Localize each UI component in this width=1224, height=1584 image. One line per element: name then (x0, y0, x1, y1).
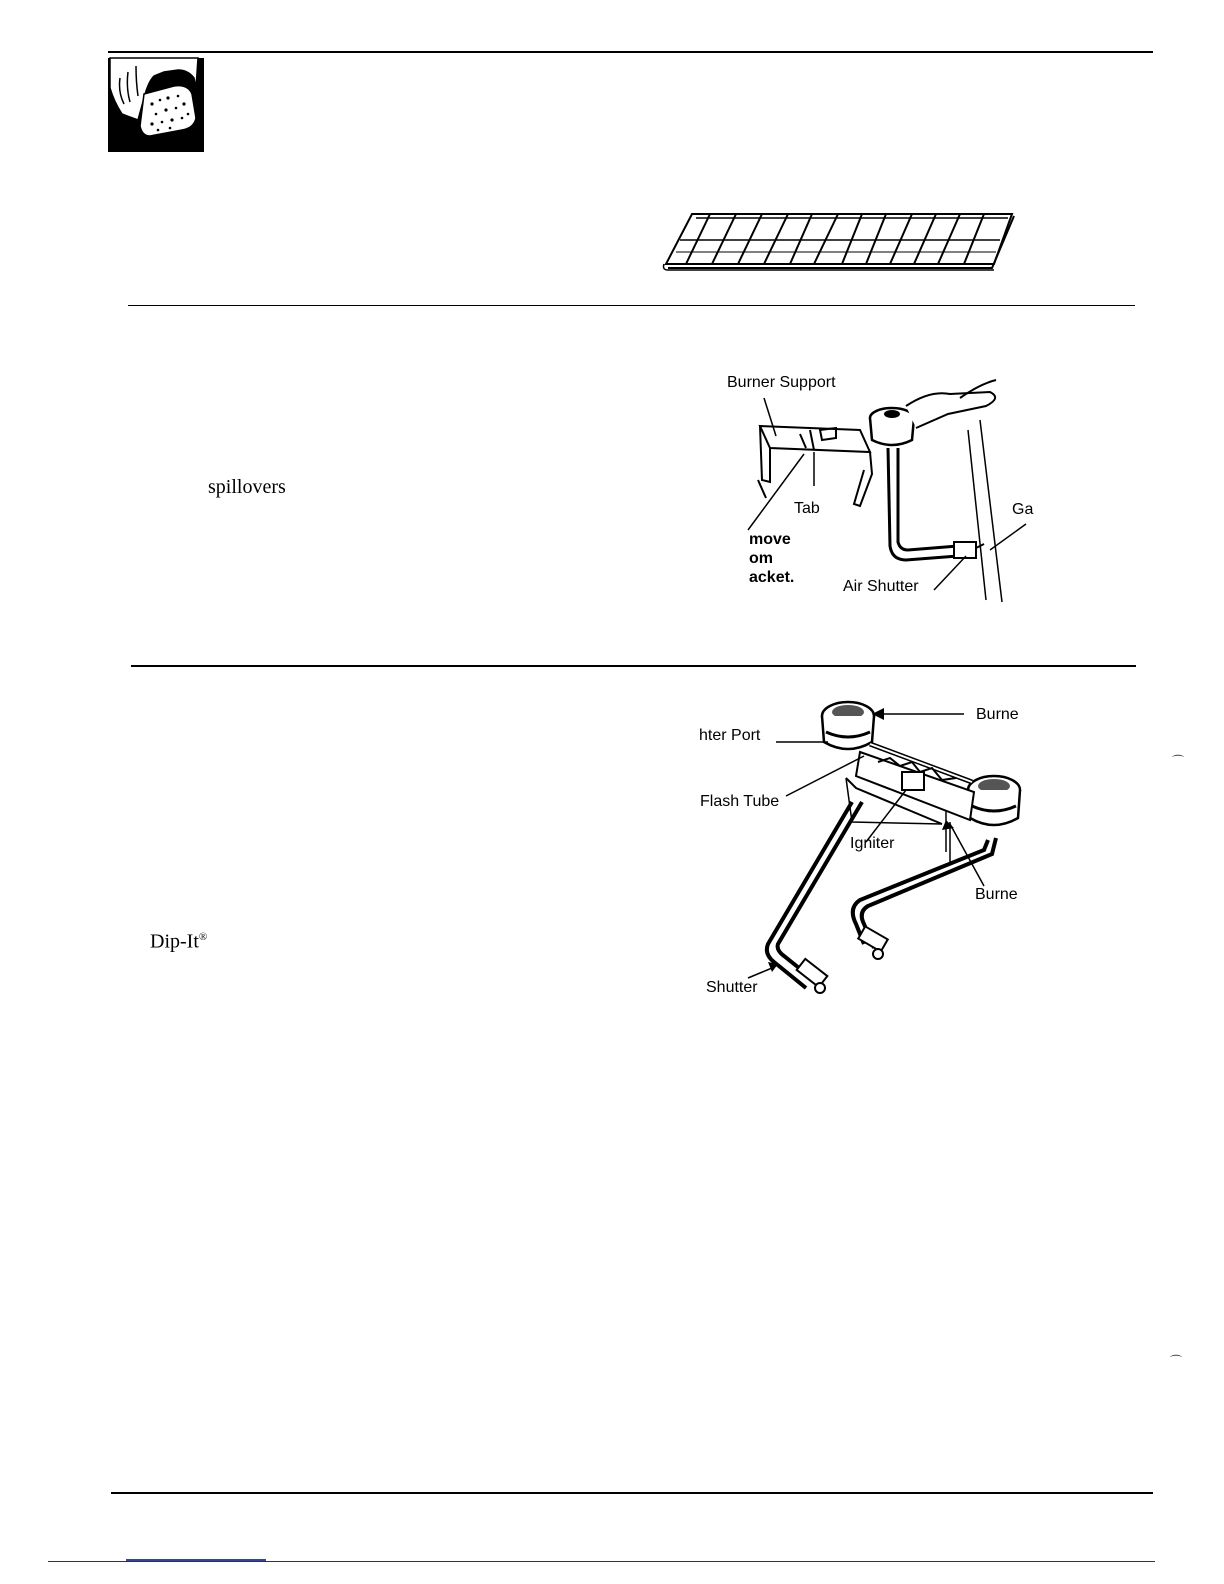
remove-label-line3: acket. (749, 569, 795, 586)
flash-tube-label: Flash Tube (700, 793, 780, 810)
margin-mark-2: ⌒ (1170, 1354, 1183, 1368)
cleaning-hand-icon (108, 58, 204, 152)
burner-top-label: Burne (976, 706, 1019, 723)
margin-mark-1: ⌒ (1172, 754, 1185, 768)
dip-it-word: Dip-It (150, 930, 199, 953)
air-shutter-label: Air Shutter (843, 578, 919, 595)
dip-it-text (150, 928, 207, 951)
header-rule (108, 51, 1153, 53)
igniter-label: Igniter (850, 835, 895, 852)
bottom-link-rule (126, 1559, 266, 1561)
gas-label: Ga (1012, 501, 1034, 518)
remove-label-line2: om (749, 550, 773, 567)
burner-support-label: Burner Support (727, 374, 836, 391)
oven-rack-illustration (662, 208, 1022, 274)
tab-label: Tab (794, 500, 820, 517)
bottom-edge-rule (48, 1561, 1155, 1562)
remove-label-line1: move (749, 531, 791, 548)
section-rule-1 (128, 305, 1135, 306)
burner-bottom-label: Burne (975, 886, 1018, 903)
footer-rule (111, 1492, 1153, 1494)
shutter-label: Shutter (706, 979, 758, 996)
lighter-port-label: hter Port (699, 727, 761, 744)
registered-mark: ® (198, 931, 208, 943)
section-rule-2 (131, 665, 1136, 667)
spillovers-text: spillovers (208, 476, 286, 498)
